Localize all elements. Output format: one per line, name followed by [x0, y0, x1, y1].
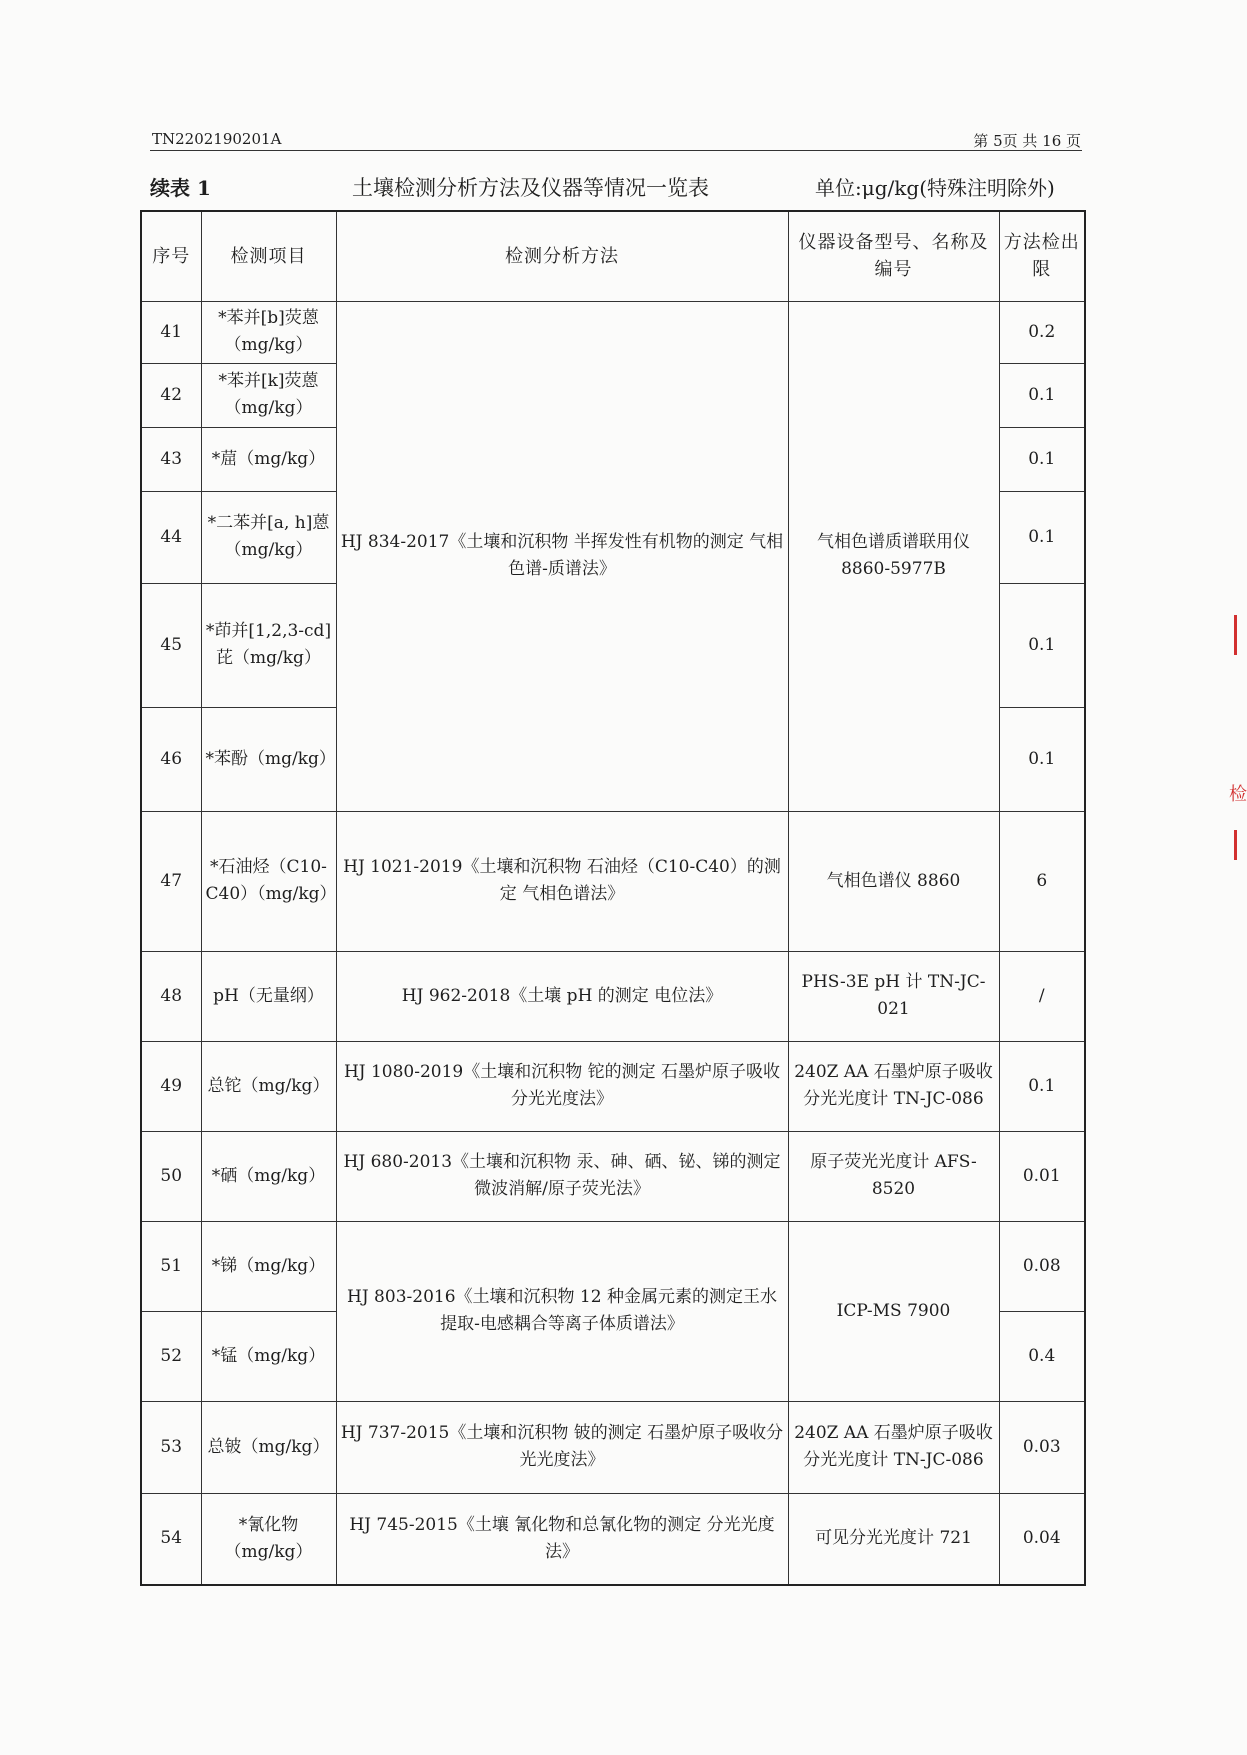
row-item: *锰（mg/kg） [201, 1311, 336, 1401]
table-row [141, 951, 1085, 1041]
report-number: TN2202190201A [152, 130, 282, 148]
row-item: pH（无量纲） [201, 951, 336, 1041]
row-method: HJ 737-2015《土壤和沉积物 铍的测定 石墨炉原子吸收分光光度法》 [336, 1401, 788, 1493]
row-instrument: 240Z AA 石墨炉原子吸收分光光度计 TN-JC-086 [788, 1401, 999, 1493]
table-row [141, 1131, 1085, 1221]
row-method: HJ 680-2013《土壤和沉积物 汞、砷、硒、铋、锑的测定 微波消解/原子荧光法》 [336, 1131, 788, 1221]
row-instrument: PHS-3E pH 计 TN-JC-021 [788, 951, 999, 1041]
row-item: *氰化物（mg/kg） [201, 1493, 336, 1585]
row-no: 45 [141, 583, 201, 707]
row-limit: 0.08 [999, 1221, 1085, 1311]
row-no: 49 [141, 1041, 201, 1131]
row-no: 48 [141, 951, 201, 1041]
table-row [141, 301, 1085, 363]
table-row [141, 1041, 1085, 1131]
table-row [141, 1493, 1085, 1585]
row-no: 43 [141, 427, 201, 491]
row-instrument: ICP-MS 7900 [788, 1221, 999, 1401]
row-item: *石油烃（C10-C40）（mg/kg） [201, 811, 336, 951]
row-no: 46 [141, 707, 201, 811]
row-limit: 0.1 [999, 583, 1085, 707]
row-item: *䓛（mg/kg） [201, 427, 336, 491]
table-title: 土壤检测分析方法及仪器等情况一览表 [352, 176, 709, 200]
row-limit: 0.1 [999, 363, 1085, 427]
col-header-no: 序号 [141, 211, 201, 301]
header-rule [150, 150, 1082, 151]
stamp-edge-mark [1234, 615, 1237, 655]
row-item: *茚并[1,2,3-cd]芘（mg/kg） [201, 583, 336, 707]
method-table [140, 210, 1086, 1586]
row-item: *硒（mg/kg） [201, 1131, 336, 1221]
row-no: 54 [141, 1493, 201, 1585]
row-method: HJ 1080-2019《土壤和沉积物 铊的测定 石墨炉原子吸收分光光度法》 [336, 1041, 788, 1131]
table-row [141, 1221, 1085, 1311]
row-instrument: 原子荧光光度计 AFS-8520 [788, 1131, 999, 1221]
table-header-row [141, 211, 1085, 301]
row-item: *苯酚（mg/kg） [201, 707, 336, 811]
row-item: 总铍（mg/kg） [201, 1401, 336, 1493]
table-unit: 单位:μg/kg(特殊注明除外) [815, 176, 1055, 200]
seal-fragment: 检 [1229, 784, 1247, 805]
row-no: 53 [141, 1401, 201, 1493]
row-instrument: 气相色谱仪 8860 [788, 811, 999, 951]
row-no: 52 [141, 1311, 201, 1401]
row-limit: 0.03 [999, 1401, 1085, 1493]
row-limit: 0.1 [999, 707, 1085, 811]
row-item: *苯并[b]荧蒽（mg/kg） [201, 301, 336, 363]
row-method: HJ 803-2016《土壤和沉积物 12 种金属元素的测定王水提取-电感耦合等离子体质谱法》 [336, 1221, 788, 1401]
row-instrument: 气相色谱质谱联用仪 8860-5977B [788, 301, 999, 811]
col-header-item: 检测项目 [201, 211, 336, 301]
row-item: *锑（mg/kg） [201, 1221, 336, 1311]
row-method: HJ 1021-2019《土壤和沉积物 石油烃（C10-C40）的测定 气相色谱法》 [336, 811, 788, 951]
row-limit: 0.4 [999, 1311, 1085, 1401]
col-header-limit: 方法检出限 [999, 211, 1085, 301]
table-continuation-label: 续表 1 [150, 176, 211, 200]
row-instrument: 可见分光光度计 721 [788, 1493, 999, 1585]
col-header-instrument: 仪器设备型号、名称及编号 [788, 211, 999, 301]
row-method: HJ 745-2015《土壤 氰化物和总氰化物的测定 分光光度法》 [336, 1493, 788, 1585]
row-no: 51 [141, 1221, 201, 1311]
row-item: *二苯并[a, h]蒽（mg/kg） [201, 491, 336, 583]
row-limit: 0.1 [999, 427, 1085, 491]
row-method: HJ 834-2017《土壤和沉积物 半挥发性有机物的测定 气相色谱-质谱法》 [336, 301, 788, 811]
row-item: 总铊（mg/kg） [201, 1041, 336, 1131]
row-no: 41 [141, 301, 201, 363]
row-no: 47 [141, 811, 201, 951]
col-header-method: 检测分析方法 [336, 211, 788, 301]
row-instrument: 240Z AA 石墨炉原子吸收分光光度计 TN-JC-086 [788, 1041, 999, 1131]
row-no: 42 [141, 363, 201, 427]
row-limit: 0.04 [999, 1493, 1085, 1585]
row-method: HJ 962-2018《土壤 pH 的测定 电位法》 [336, 951, 788, 1041]
row-limit: 6 [999, 811, 1085, 951]
table-row [141, 1401, 1085, 1493]
row-limit: 0.01 [999, 1131, 1085, 1221]
table-row [141, 811, 1085, 951]
row-limit: 0.1 [999, 1041, 1085, 1131]
page-info: 第 5页 共 16 页 [973, 132, 1081, 150]
row-item: *苯并[k]荧蒽（mg/kg） [201, 363, 336, 427]
row-limit: 0.1 [999, 491, 1085, 583]
row-no: 44 [141, 491, 201, 583]
row-no: 50 [141, 1131, 201, 1221]
row-limit: / [999, 951, 1085, 1041]
row-limit: 0.2 [999, 301, 1085, 363]
